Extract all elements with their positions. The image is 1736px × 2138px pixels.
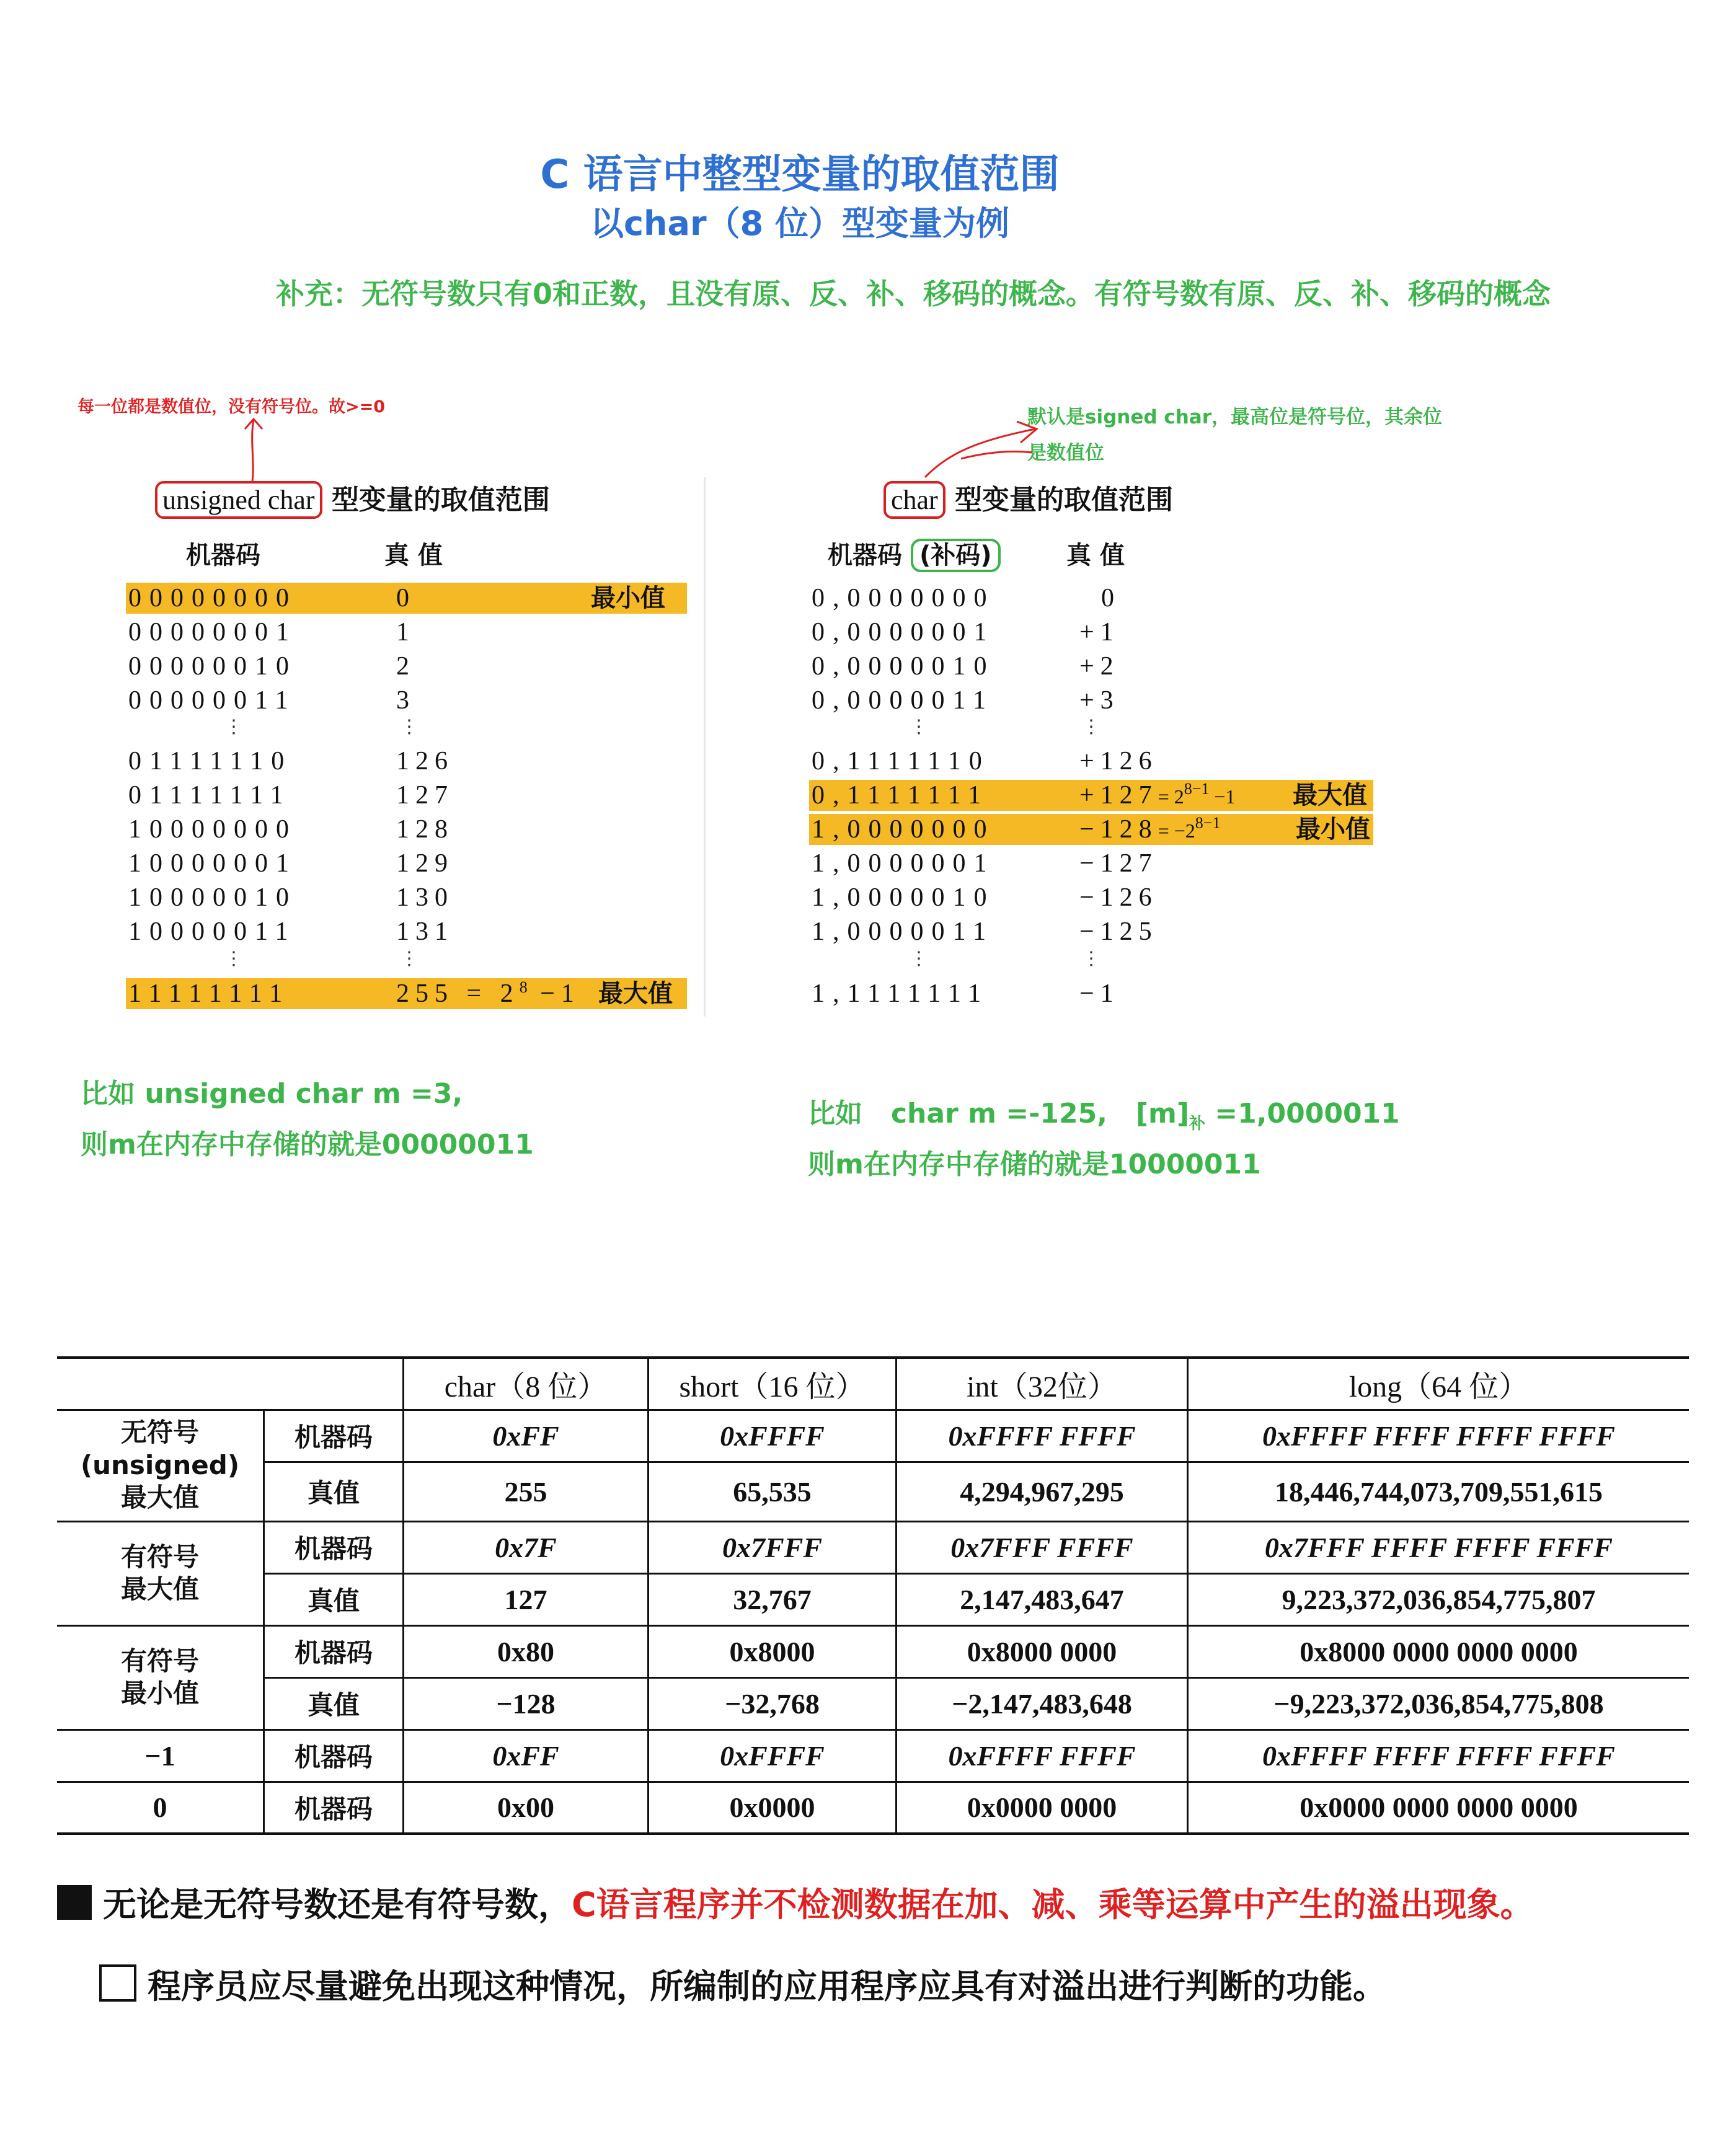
cell: 0x00 xyxy=(404,1782,649,1834)
right-annotation-arrow xyxy=(924,415,1042,484)
header-long: long（64 位） xyxy=(1188,1358,1690,1410)
table-row xyxy=(57,1410,1689,1462)
left-row: 10000010 130 xyxy=(128,883,454,912)
row-label-machine: 机器码 xyxy=(264,1410,404,1462)
table-corner xyxy=(57,1358,404,1410)
cell: 0x8000 xyxy=(649,1625,897,1677)
page-title: C 语言中整型变量的取值范围 xyxy=(540,152,1060,198)
left-row: 00000001 1 xyxy=(128,618,415,647)
left-annotation-arrow xyxy=(239,414,276,482)
filled-square-icon xyxy=(57,1885,92,1920)
left-example-line1: 比如 unsigned char m =3, xyxy=(81,1078,463,1110)
panel-divider xyxy=(704,477,706,1017)
header-int: int（32位） xyxy=(897,1358,1188,1410)
right-col-value: 真 值 xyxy=(1066,541,1125,570)
cell: 0xFFFF FFFF xyxy=(897,1410,1188,1462)
cell: 0xFFFF xyxy=(649,1729,897,1782)
left-row: 10000000 128 xyxy=(128,815,454,844)
left-row-max: 11111111 $255 = 2^8 -1$ 最大值 xyxy=(126,978,687,1009)
table-row xyxy=(57,1625,1689,1677)
table-row xyxy=(57,1521,1689,1573)
header-char: char（8 位） xyxy=(404,1358,649,1410)
row-label-machine: 机器码 xyxy=(264,1521,404,1573)
table-row xyxy=(57,1573,1689,1625)
cell: 0xFFFF FFFF FFFF FFFF xyxy=(1188,1729,1690,1782)
table-row xyxy=(57,1462,1689,1521)
header-short: short（16 位） xyxy=(649,1358,897,1410)
row-label-machine: 机器码 xyxy=(264,1729,404,1782)
table-row xyxy=(57,1782,1689,1834)
left-row: 01111110 126 xyxy=(128,747,454,775)
right-col-machine: 机器码 (补码) xyxy=(828,536,1001,571)
ellipsis-vertical: ⋮ xyxy=(1082,948,1100,969)
table-row xyxy=(57,1677,1689,1729)
cell: 65,535 xyxy=(649,1462,897,1521)
table-header-row xyxy=(57,1358,1689,1410)
cell: 0x8000 0000 0000 0000 xyxy=(1188,1625,1690,1677)
cell: 0xFFFF xyxy=(649,1410,897,1462)
ellipsis-vertical: ⋮ xyxy=(400,948,418,969)
ellipsis-vertical: ⋮ xyxy=(910,948,928,969)
cell: 0xFF xyxy=(404,1729,649,1782)
footer-line1: 无论是无符号数还是有符号数，C语言程序并不检测数据在加、减、乘等运算中产生的溢出现象。 xyxy=(57,1878,1534,1926)
cell: 32,767 xyxy=(649,1573,897,1625)
table-row xyxy=(57,1729,1689,1782)
right-annotation-line1: 默认是signed char，最高位是符号位，其余位 xyxy=(1027,406,1442,428)
unsigned-char-box: unsigned char xyxy=(155,481,322,519)
footer-line2: 程序员应尽量避免出现这种情况，所编制的应用程序应具有对溢出进行判断的功能。 xyxy=(99,1960,1386,2008)
left-panel-title: unsigned char 型变量的取值范围 xyxy=(155,477,550,517)
cell: 255 xyxy=(404,1462,649,1521)
left-row: 10000011 131 xyxy=(128,917,454,946)
cell: −9,223,372,036,854,775,808 xyxy=(1188,1677,1690,1729)
integer-range-table xyxy=(57,1356,1689,1835)
cell: −2,147,483,648 xyxy=(897,1677,1188,1729)
left-example-line2: 则m在内存中存储的就是00000011 xyxy=(81,1129,534,1160)
group-zero: 0 xyxy=(57,1782,264,1834)
right-row-min: 1,0000000 $-128= -2^{8-1}$ 最小值 xyxy=(809,814,1373,845)
row-label-value: 真值 xyxy=(264,1677,404,1729)
left-row-min: 00000000 0 最小值 xyxy=(126,583,687,614)
cell: 0x7FFF xyxy=(649,1521,897,1573)
cell: 0x80 xyxy=(404,1625,649,1677)
cell: 0x7F xyxy=(404,1521,649,1573)
ellipsis-vertical: ⋮ xyxy=(1082,717,1100,737)
cell: 0x0000 0000 0000 0000 xyxy=(1188,1782,1690,1834)
cell: −32,768 xyxy=(649,1677,897,1729)
cell: 0x0000 xyxy=(649,1782,897,1834)
cell: 0xFF xyxy=(404,1410,649,1462)
left-annotation: 每一位都是数值位，没有符号位。故>=0 xyxy=(78,397,386,417)
right-annotation-line2: 是数值位 xyxy=(1027,442,1104,464)
empty-square-icon xyxy=(99,1964,136,2002)
ellipsis-vertical: ⋮ xyxy=(224,948,243,969)
cell: 18,446,744,073,709,551,615 xyxy=(1188,1462,1690,1521)
right-example-line2: 则m在内存中存储的就是10000011 xyxy=(808,1149,1261,1180)
left-col-machine: 机器码 xyxy=(186,541,260,570)
group-unsigned-max: 无符号 (unsigned) 最大值 xyxy=(57,1410,264,1521)
supplement-note: 补充：无符号数只有0和正数，且没有原、反、补、移码的概念。有符号数有原、反、补、移码的概念 xyxy=(276,277,1551,311)
row-label-value: 真值 xyxy=(264,1573,404,1625)
cell: 9,223,372,036,854,775,807 xyxy=(1188,1573,1690,1625)
row-label-machine: 机器码 xyxy=(264,1625,404,1677)
cell: −128 xyxy=(404,1677,649,1729)
ellipsis-vertical: ⋮ xyxy=(910,717,928,737)
ellipsis-vertical: ⋮ xyxy=(400,717,418,737)
left-row: 00000011 3 xyxy=(128,686,415,715)
left-row: 01111111 127 xyxy=(128,781,454,810)
char-box: char xyxy=(884,481,946,519)
cell: 127 xyxy=(404,1573,649,1625)
row-label-value: 真值 xyxy=(264,1462,404,1521)
cell: 0x7FFF FFFF FFFF FFFF xyxy=(1188,1521,1690,1573)
left-col-value: 真 值 xyxy=(384,541,443,570)
complement-box: (补码) xyxy=(911,539,1001,572)
right-panel-title: char 型变量的取值范围 xyxy=(884,477,1173,517)
cell: 0xFFFF FFFF FFFF FFFF xyxy=(1188,1410,1690,1462)
cell: 0xFFFF FFFF xyxy=(897,1729,1188,1782)
group-neg-one: −1 xyxy=(57,1729,264,1782)
cell: 0x8000 0000 xyxy=(897,1625,1188,1677)
ellipsis-vertical: ⋮ xyxy=(224,717,243,737)
right-row-max: 0,1111111 $+127= 2^{8-1} -1$ 最大值 xyxy=(809,780,1373,811)
cell: 2,147,483,647 xyxy=(897,1573,1188,1625)
left-row: 10000001 129 xyxy=(128,849,454,878)
left-row: 00000010 2 xyxy=(128,652,415,681)
cell: 4,294,967,295 xyxy=(897,1462,1188,1521)
cell: 0x7FFF FFFF xyxy=(897,1521,1188,1573)
group-signed-max: 有符号 最大值 xyxy=(57,1521,264,1625)
right-example-line1: 比如 char m =-125, $[m]_补 =1,0000011$ xyxy=(808,1098,1400,1133)
row-label-machine: 机器码 xyxy=(264,1782,404,1834)
group-signed-min: 有符号 最小值 xyxy=(57,1625,264,1729)
page-subtitle: 以char（8 位）型变量为例 xyxy=(590,204,1009,243)
cell: 0x0000 0000 xyxy=(897,1782,1188,1834)
